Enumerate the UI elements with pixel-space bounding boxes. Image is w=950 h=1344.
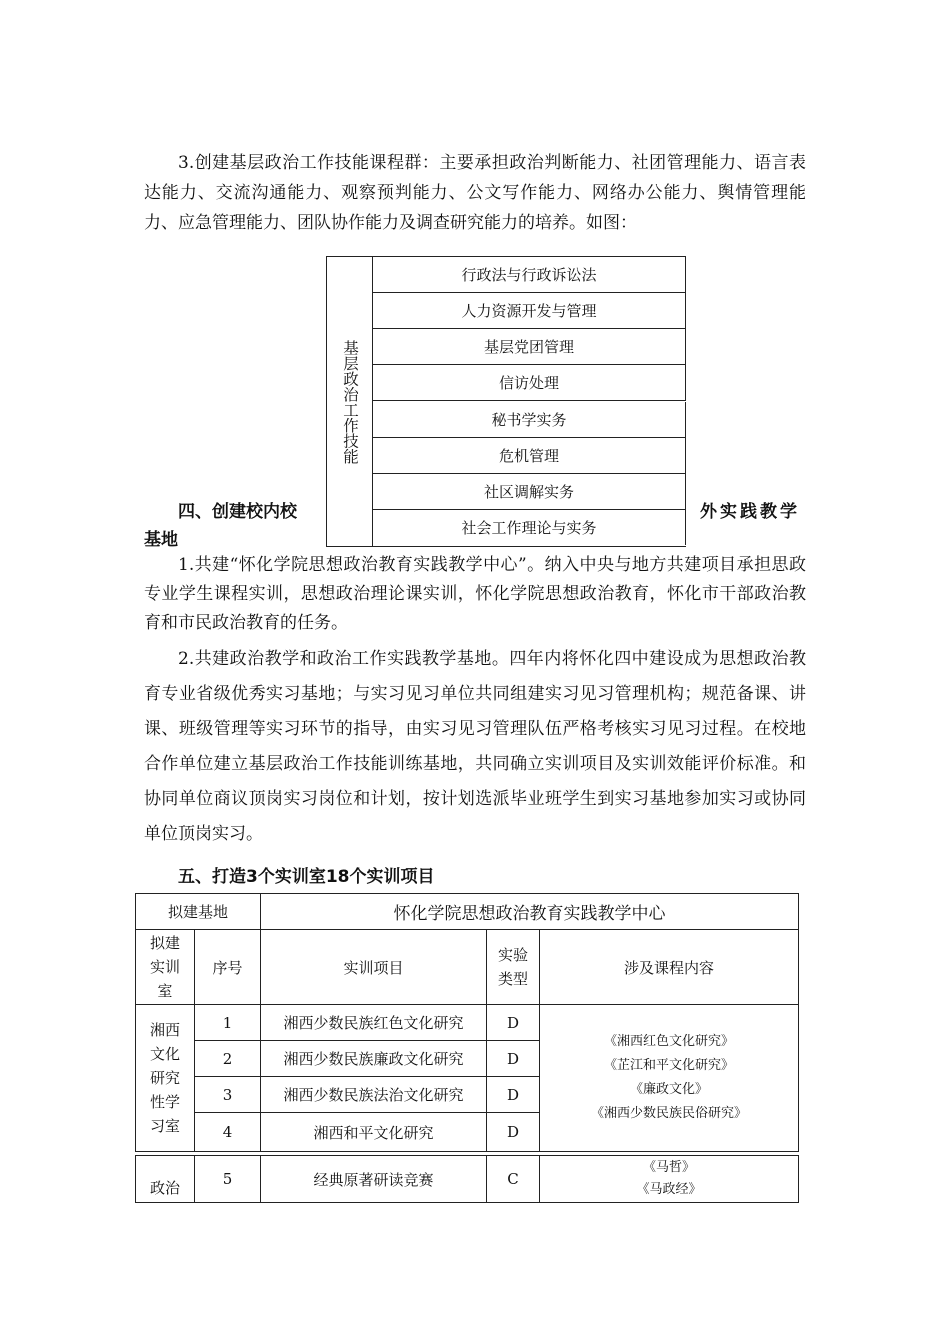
course-item: 《廉政文化》	[630, 1082, 709, 1097]
header-no: 序号	[195, 930, 261, 1005]
project-cell: 经典原著研读竞赛	[261, 1156, 487, 1203]
no-cell: 2	[195, 1041, 261, 1077]
room-cell	[136, 1005, 195, 1152]
heading-five: 五、打造3个实训室18个实训项目	[178, 867, 435, 887]
room-text: 湘西文化研究性学习室	[149, 1021, 180, 1135]
table-row	[136, 1005, 799, 1041]
heading-four-right: 外实践教学	[700, 502, 800, 522]
type-cell: D	[487, 1005, 540, 1041]
room-text: 政治	[149, 1179, 180, 1197]
project-cell: 湘西和平文化研究	[261, 1113, 487, 1152]
table-row	[136, 1156, 799, 1203]
course-cell	[540, 1005, 799, 1152]
skill-diagram-label	[327, 257, 373, 546]
project-cell: 湘西少数民族红色文化研究	[261, 1005, 487, 1041]
header-project: 实训项目	[261, 930, 487, 1005]
header-room	[136, 930, 195, 1005]
type-cell: D	[487, 1113, 540, 1152]
skill-item: 基层党团管理	[373, 329, 686, 365]
type-cell: D	[487, 1041, 540, 1077]
header-content: 涉及课程内容	[540, 930, 799, 1005]
base-value-cell: 怀化学院思想政治教育实践教学中心	[261, 894, 799, 930]
header-type	[487, 930, 540, 1005]
skill-label-text: 基层政治工作技能	[341, 339, 359, 464]
project-cell: 湘西少数民族廉政文化研究	[261, 1041, 487, 1077]
paragraph-course-group: 3.创建基层政治工作技能课程群：主要承担政治判断能力、社团管理能力、语言表达能力、交流沟通能力、观察预判能力、公文写作能力、网络办公能力、舆情管理能力、应急管理能力、团队协作能力及调查研究能力的培养。如图：	[144, 153, 806, 233]
course-cell	[540, 1156, 799, 1203]
course-item: 《湘西少数民族民俗研究》	[591, 1106, 748, 1121]
skill-item: 社区调解实务	[373, 474, 686, 510]
skill-item: 行政法与行政诉讼法	[373, 257, 686, 293]
table-row	[136, 894, 799, 930]
table-header-row	[136, 930, 799, 1005]
no-cell: 1	[195, 1005, 261, 1041]
type-cell: C	[487, 1156, 540, 1203]
course-item: 《湘西红色文化研究》	[604, 1034, 735, 1049]
header-room-text: 拟建实训室	[149, 934, 180, 1000]
skill-item: 人力资源开发与管理	[373, 293, 686, 329]
no-cell: 5	[195, 1156, 261, 1203]
no-cell: 3	[195, 1077, 261, 1113]
project-cell: 湘西少数民族法治文化研究	[261, 1077, 487, 1113]
heading-four-left: 四、创建校内校	[178, 502, 297, 522]
room-cell	[136, 1156, 195, 1203]
base-label-cell: 拟建基地	[136, 894, 261, 930]
header-type-text: 实验类型	[498, 946, 529, 988]
course-item: 《芷江和平文化研究》	[604, 1058, 735, 1073]
paragraph-practice-center: 1.共建“怀化学院思想政治教育实践教学中心”。纳入中央与地方共建项目承担思政专业学生课程实训，思想政治理论课实训，怀化学院思想政治教育，怀化市干部政治教育和市民政治教育的任务。	[144, 555, 806, 633]
skill-diagram	[326, 256, 686, 547]
heading-four-tail: 基地	[144, 530, 178, 550]
course-item: 《马哲》	[643, 1160, 696, 1175]
skill-item: 秘书学实务	[373, 402, 686, 438]
no-cell: 4	[195, 1113, 261, 1152]
skill-item: 社会工作理论与实务	[373, 510, 686, 545]
skill-item: 危机管理	[373, 438, 686, 474]
type-cell: D	[487, 1077, 540, 1113]
skill-item: 信访处理	[373, 365, 686, 401]
paragraph-practice-base: 2.共建政治教学和政治工作实践教学基地。四年内将怀化四中建设成为思想政治教育专业省级优秀实习基地；与实习见习单位共同组建实习见习管理机构；规范备课、讲课、班级管理等实习环节的指导，由实习见习管理队伍严格考核实习见习过程。在校地合作单位建立基层政治工作技能训练基地，共同确立实训项目及实训效能评价标准。和协同单位商议顶岗实习岗位和计划，按计划选派毕业班学生到实习基地参加实习或协同单位顶岗实习。	[144, 649, 806, 844]
course-item: 《马政经》	[636, 1182, 702, 1197]
training-base-table	[135, 893, 799, 1203]
